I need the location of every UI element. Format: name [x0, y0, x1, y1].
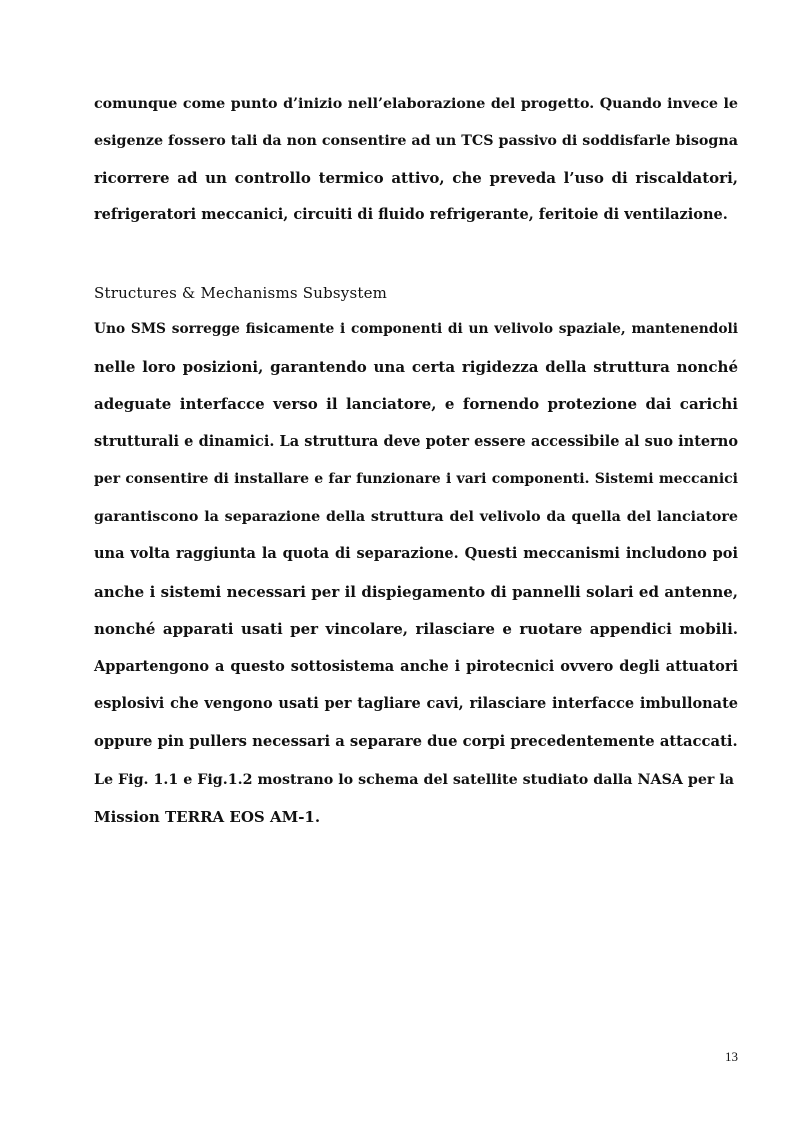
section-heading: Structures & Mechanisms Subsystem — [94, 284, 388, 302]
text-line: comunque come punto d’inizio nell’elaborazione del progetto. Quando invece le — [94, 96, 738, 112]
text-line: per consentire di installare e far funzionare i vari componenti. Sistemi meccanici — [94, 471, 738, 487]
text-line: nelle loro posizioni, garantendo una certa rigidezza della struttura nonché — [94, 357, 738, 376]
text-line: anche i sistemi necessari per il dispiegamento di pannelli solari ed antenne, — [94, 582, 738, 601]
text-line: una volta raggiunta la quota di separazione. Questi meccanismi includono poi — [94, 545, 738, 562]
text-line: Appartengono a questo sottosistema anche i pirotecnici ovvero degli attuatori — [94, 657, 738, 675]
text-line: oppure pin pullers necessari a separare due corpi precedentemente attaccati. — [94, 732, 738, 750]
text-line: strutturali e dinamici. La struttura deve poter essere accessibile al suo interno — [94, 432, 738, 450]
text-line: esigenze fossero tali da non consentire ad un TCS passivo di soddisfarle bisogna — [94, 133, 738, 149]
text-line: ricorrere ad un controllo termico attivo, che preveda l’uso di riscaldatori, — [94, 169, 738, 187]
text-line: Le Fig. 1.1 e Fig.1.2 mostrano lo schema del satellite studiato dalla NASA per la — [94, 772, 735, 788]
text-line: garantiscono la separazione della struttura del velivolo da quella del lanciatore — [94, 508, 738, 525]
page-number: 13 — [725, 1049, 738, 1064]
text-line: adeguate interfacce verso il lanciatore, e fornendo protezione dai carichi — [94, 395, 738, 413]
document-page — [94, 0, 738, 1123]
text-line: esplosivi che vengono usati per tagliare cavi, rilasciare interfacce imbullonate — [94, 695, 738, 712]
text-line: Uno SMS sorregge fisicamente i componenti di un velivolo spaziale, mantenendoli — [94, 321, 738, 337]
text-line: nonché apparati usati per vincolare, rilasciare e ruotare appendici mobili. — [94, 620, 738, 638]
text-line: refrigeratori meccanici, circuiti di fluido refrigerante, feritoie di ventilazione. — [94, 206, 728, 223]
text-line: Mission TERRA EOS AM-1. — [94, 808, 321, 826]
